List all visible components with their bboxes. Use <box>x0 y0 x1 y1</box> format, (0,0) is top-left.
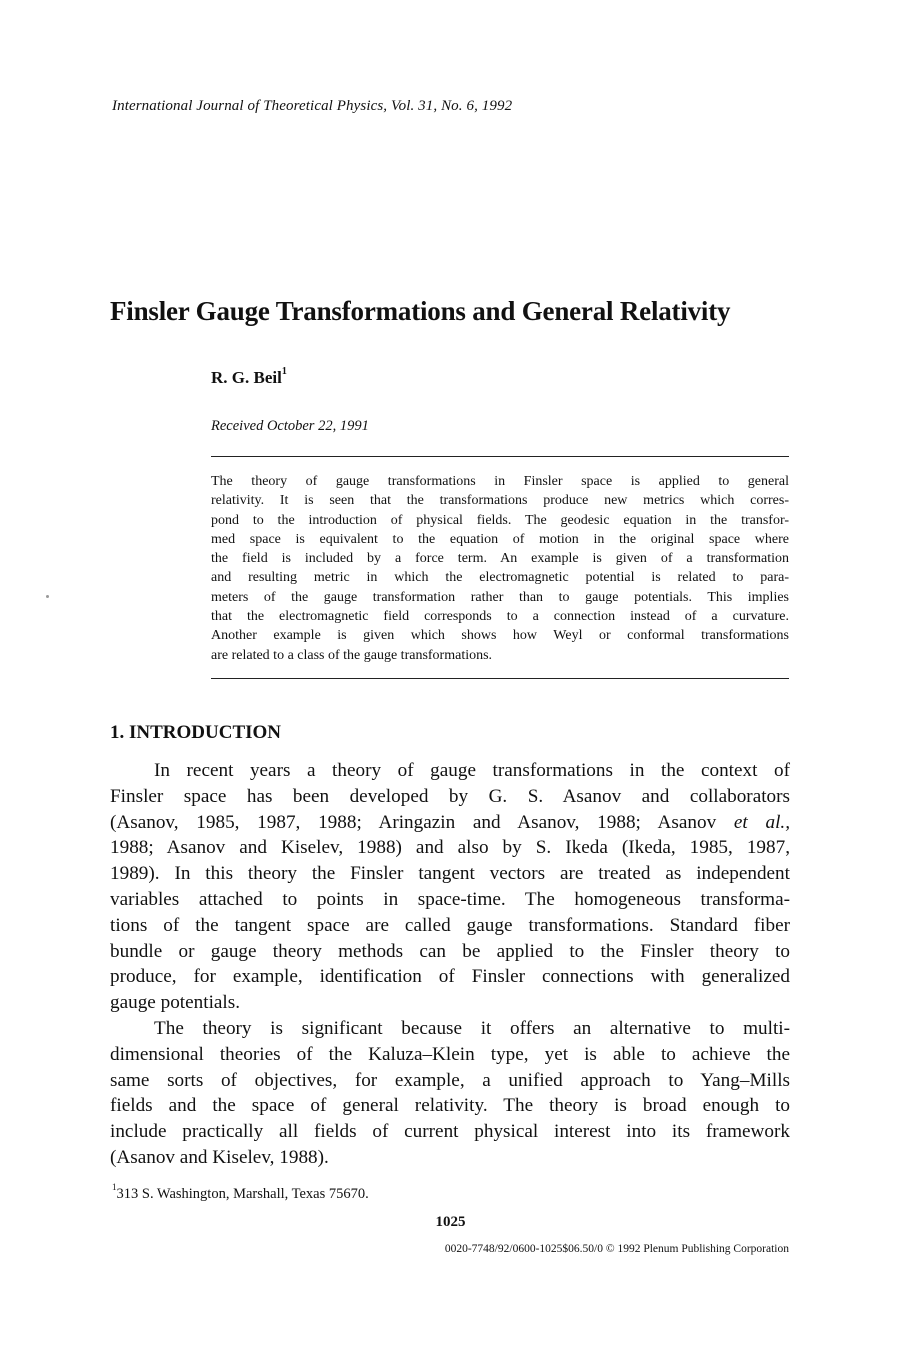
abstract-line: and resulting metric in which the electromagnetic potential is related to para- <box>211 570 789 586</box>
body-line: include practically all fields of current physical interest into its framework <box>110 1121 790 1143</box>
author-footnote-mark: 1 <box>281 366 287 378</box>
author-text: R. G. Beil <box>211 368 282 387</box>
abstract-line: that the electromagnetic field corresponds to a connection instead of a curvature. <box>211 609 789 625</box>
abstract-line: relativity. It is seen that the transformations produce new metrics which corres- <box>211 493 789 509</box>
body-line: same sorts of objectives, for example, a unified approach to Yang–Mills <box>110 1069 790 1091</box>
body-line: variables attached to points in space-time. The homogeneous transforma- <box>110 888 790 910</box>
footnote-text: 313 S. Washington, Marshall, Texas 75670. <box>116 1185 369 1202</box>
et-al: et al., <box>733 811 790 833</box>
margin-mark <box>46 595 49 598</box>
abstract-line: pond to the introduction of physical fields. The geodesic equation in the transfor- <box>211 512 789 528</box>
body-line: gauge potentials. <box>110 992 241 1014</box>
body-line: Finsler space has been developed by G. S. Asanov and collaborators <box>110 785 790 807</box>
body-line: dimensional theories of the Kaluza–Klein type, yet is able to achieve the <box>110 1043 790 1065</box>
body-line: 1989). In this theory the Finsler tangent vectors are treated as independent <box>110 863 790 885</box>
body-line-text: (Asanov, 1985, 1987, 1988; Aringazin and Asanov, 1988; Asanov <box>110 811 734 833</box>
footnote-mark: 1 <box>112 1182 117 1192</box>
abstract-bottom-rule <box>211 678 789 679</box>
body-line <box>110 810 790 836</box>
body-line: produce, for example, identification of Finsler connections with generalized <box>110 966 790 988</box>
abstract-line: med space is equivalent to the equation of motion in the original space where <box>211 531 789 547</box>
footnote <box>112 1184 369 1203</box>
abstract-line: Another example is given which shows how Weyl or conformal transformations <box>211 628 789 644</box>
abstract-line: The theory of gauge transformations in Finsler space is applied to general <box>211 474 789 489</box>
body-line: bundle or gauge theory methods can be applied to the Finsler theory to <box>110 940 790 962</box>
article-title: Finsler Gauge Transformations and General Relativity <box>110 296 731 326</box>
body-line: The theory is significant because it offers an alternative to multi- <box>154 1017 790 1039</box>
abstract <box>211 472 789 665</box>
introduction-body <box>110 758 790 1171</box>
section-heading: 1. INTRODUCTION <box>110 722 282 743</box>
received-date: Received October 22, 1991 <box>211 418 369 434</box>
journal-header: International Journal of Theoretical Physics, Vol. 31, No. 6, 1992 <box>112 98 513 114</box>
body-line: fields and the space of general relativity. The theory is broad enough to <box>110 1095 790 1117</box>
abstract-line: are related to a class of the gauge transformations. <box>211 647 493 663</box>
body-line: (Asanov and Kiselev, 1988). <box>110 1146 329 1168</box>
copyright-line: 0020-7748/92/0600-1025$06.50/0 © 1992 Plenum Publishing Corporation <box>444 1243 789 1255</box>
body-line: tions of the tangent space are called gauge transformations. Standard fiber <box>110 914 790 936</box>
abstract-top-rule <box>211 456 789 457</box>
author-name <box>211 368 287 388</box>
abstract-line: meters of the gauge transformation rather than to gauge potentials. This implies <box>211 589 789 605</box>
page-number: 1025 <box>435 1214 466 1230</box>
body-line: In recent years a theory of gauge transformations in the context of <box>154 760 790 781</box>
abstract-line: the field is included by a force term. An example is given of a transformation <box>211 551 789 567</box>
body-line: 1988; Asanov and Kiselev, 1988) and also by S. Ikeda (Ikeda, 1985, 1987, <box>110 837 790 859</box>
